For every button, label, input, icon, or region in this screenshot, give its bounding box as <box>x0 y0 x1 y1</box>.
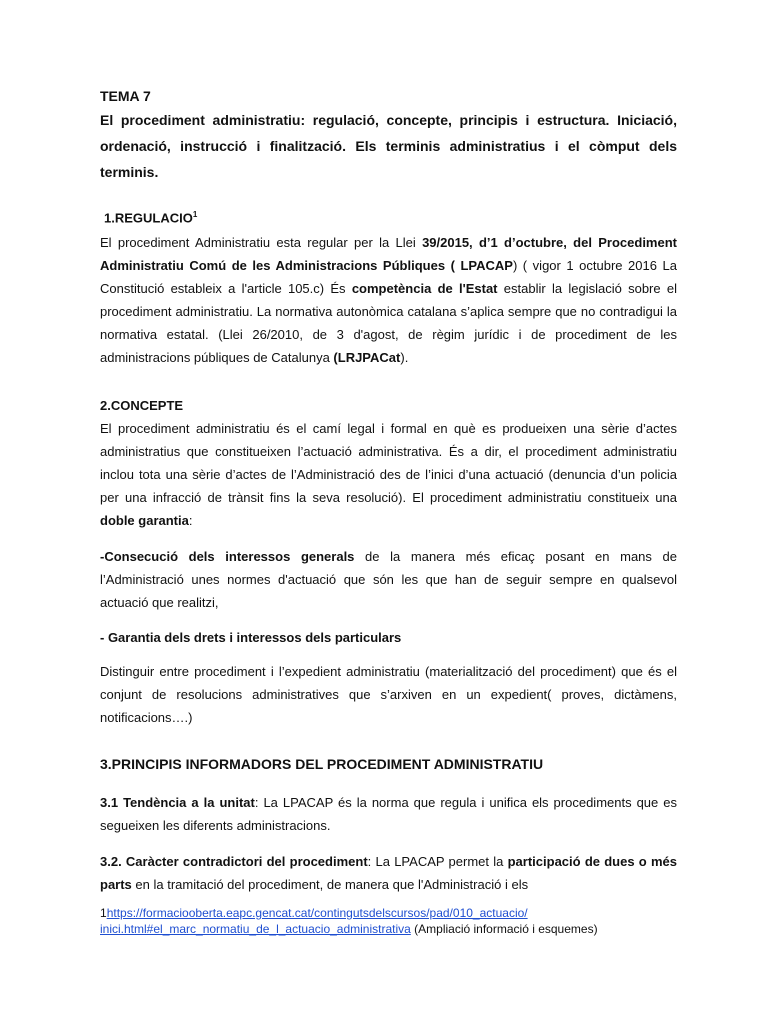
footnote-link-line-1: https://formaciooberta.eapc.gencat.cat/contingutsdelscursos/pad/010_actuacio/ <box>106 906 528 920</box>
s3-unity-tendency: 3.1 Tendència a la unitat <box>100 795 255 810</box>
section-2-paragraph-4: Distinguir entre procediment i l’expedient administratiu (materialització del procediment) que és el conjunt de resolucions administratives que s’arxiven en un expedient( proves, dictàmens, notificacions….) <box>100 664 677 725</box>
s3-text-1b: : La LPACAP és la norma que regula i unifica els procediments que es segueixen les diferents administracions. <box>100 795 677 833</box>
s1-state-competence: competència de l'Estat <box>351 281 498 296</box>
section-3-paragraph-1 <box>100 791 677 837</box>
s2-double-guarantee: doble garantia <box>100 513 189 528</box>
s2-text-2b: de la manera més eficaç posant en mans de l’Administració unes normes d'actuació que són les que han de seguir sempre en qualsevol actuació que realitzi, <box>100 549 677 610</box>
footnote-ref[interactable]: 1 <box>192 210 198 219</box>
s1-law-name: 39/2015, d’1 d’octubre, del Procediment Administratiu Comú de les Administracions Públiques ( LPACAP <box>100 235 677 273</box>
footnote-trailing-text: (Ampliació informació i esquemes) <box>410 922 598 936</box>
section-2-paragraph-1 <box>100 417 677 532</box>
s1-text-e: establir la legislació sobre el procediment administratiu. La normativa autonòmica catalana s’aplica sempre que no contradigui la normativa estatal. (Llei 26/2010, de 3 d'agost, de règim jurídic i de procediment de les administracions públiques de Catalunya <box>100 281 678 365</box>
section-3-paragraph-2 <box>100 850 677 896</box>
document-title: El procediment administratiu: regulació, concepte, principis i estructura. Iniciació, ordenació, instrucció i finalització. Els terminis administratius i el còmput dels terminis. <box>100 112 677 180</box>
section-2-paragraph-3 <box>100 626 677 649</box>
s3-text-2d: en la tramitació del procediment, de manera que l'Administració i els <box>131 877 529 892</box>
s3-contradictory-character: 3.2. Caràcter contradictori del procediment <box>100 854 368 869</box>
footnote-number: 1 <box>100 906 107 920</box>
s2-text-c: : <box>188 513 193 528</box>
section-3-heading: 3.PRINCIPIS INFORMADORS DEL PROCEDIMENT ADMINISTRATIU <box>100 756 544 772</box>
section-1-paragraph <box>100 231 677 369</box>
s1-text-g: ). <box>400 350 409 365</box>
s3-text-2b: : La LPACAP permet la <box>367 854 508 869</box>
section-1-heading-text: 1.REGULACIO <box>104 210 193 226</box>
s2-rights-guarantee: - Garantia dels drets i interessos dels particulars <box>100 630 402 645</box>
footnote-link-line-2: inici.html#el_marc_normatiu_de_l_actuacio_administrativa <box>100 922 411 936</box>
section-1-heading <box>104 210 197 225</box>
s2-text-a: El procediment administratiu és el camí legal i formal en què es produeixen una sèrie d’actes administratius que constitueixen l’actuació administrativa. És a dir, el procediment administratiu inclou tota una sèrie d’actes de l’Administració des de l’inici d’una actuació (denuncia d’un policia per una infracció de trànsit fins la seva resolució). El procediment administratiu constitueix una <box>100 421 677 505</box>
footnote <box>100 905 677 937</box>
s1-text-c: ) ( vigor 1 octubre 2016 La Constitució estableix a l'article 105.c) És <box>100 258 677 296</box>
s3-participation: participació de dues o més parts <box>100 854 678 892</box>
s2-general-interests: -Consecució dels interessos generals <box>100 549 355 564</box>
s1-lrjpacat: (LRJPACat <box>333 350 401 365</box>
s1-text-a: El procediment Administratiu esta regular per la Llei <box>100 235 423 250</box>
section-2-heading: 2.CONCEPTE <box>100 398 184 413</box>
section-2-paragraph-2 <box>100 545 677 614</box>
topic-label: TEMA 7 <box>100 88 151 104</box>
